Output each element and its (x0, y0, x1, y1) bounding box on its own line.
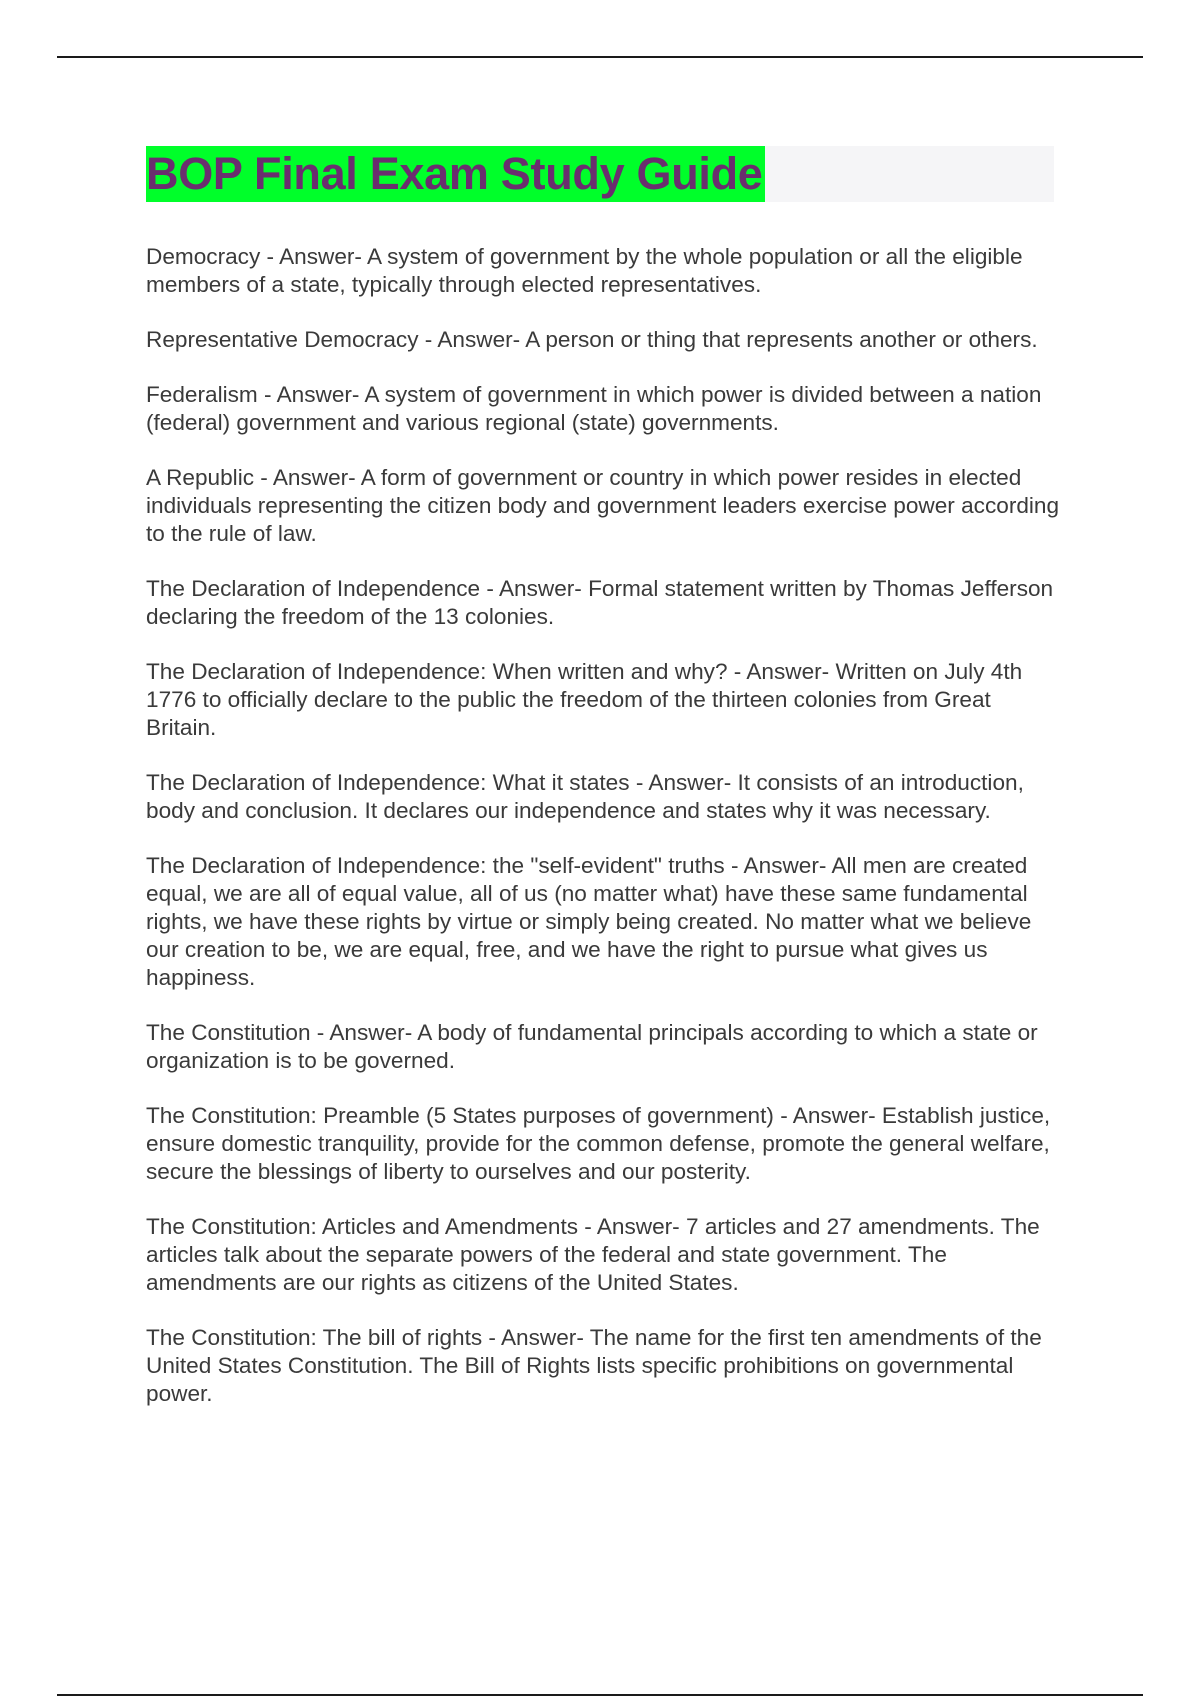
qa-item: The Declaration of Independence: What it states - Answer- It consists of an introduction, body and conclusion. It declares our independence and states why it was necessary. (146, 770, 1024, 823)
qa-item: Democracy - Answer- A system of government by the whole population or all the eligible members of a state, typically through elected representatives. (146, 244, 1023, 297)
qa-item: Representative Democracy - Answer- A person or thing that represents another or others. (146, 327, 1038, 352)
page-title: BOP Final Exam Study Guide (146, 146, 765, 202)
qa-item: A Republic - Answer- A form of government or country in which power resides in elected individuals representing the citizen body and government leaders exercise power according to the rule of law. (146, 465, 1060, 546)
qa-item: The Declaration of Independence: the "self-evident" truths - Answer- All men are created equal, we are all of equal value, all of us (no matter what) have these same fundamental rights, we have these rights by virtue or simply being created. No matter what we believe our creation to be, we are equal, free, and we have the right to pursue what gives us happiness. (146, 853, 1032, 990)
qa-item: The Constitution: The bill of rights - Answer- The name for the first ten amendments of the United States Constitution. The Bill of Rights lists specific prohibitions on governmental power. (146, 1325, 1042, 1406)
qa-item: The Constitution: Articles and Amendments - Answer- 7 articles and 27 amendments. The articles talk about the separate powers of the federal and state government. The amendments are our rights as citizens of the United States. (146, 1214, 1040, 1295)
top-rule (57, 56, 1143, 58)
qa-item: The Constitution: Preamble (5 States purposes of government) - Answer- Establish justice, ensure domestic tranquility, provide for the common defense, promote the general welfare, secure the blessings of liberty to ourselves and our posterity. (146, 1103, 1051, 1184)
bottom-rule (57, 1694, 1143, 1696)
qa-item: The Declaration of Independence: When written and why? - Answer- Written on July 4th 1776 to officially declare to the public the freedom of the thirteen colonies from Great Britain. (146, 659, 1023, 740)
qa-item: The Declaration of Independence - Answer- Formal statement written by Thomas Jefferson declaring the freedom of the 13 colonies. (146, 576, 1054, 629)
qa-item: The Constitution - Answer- A body of fundamental principals according to which a state or organization is to be governed. (146, 1020, 1038, 1073)
qa-item: Federalism - Answer- A system of government in which power is divided between a nation (federal) government and various regional (state) governments. (146, 382, 1042, 435)
qa-list (146, 243, 1061, 1435)
